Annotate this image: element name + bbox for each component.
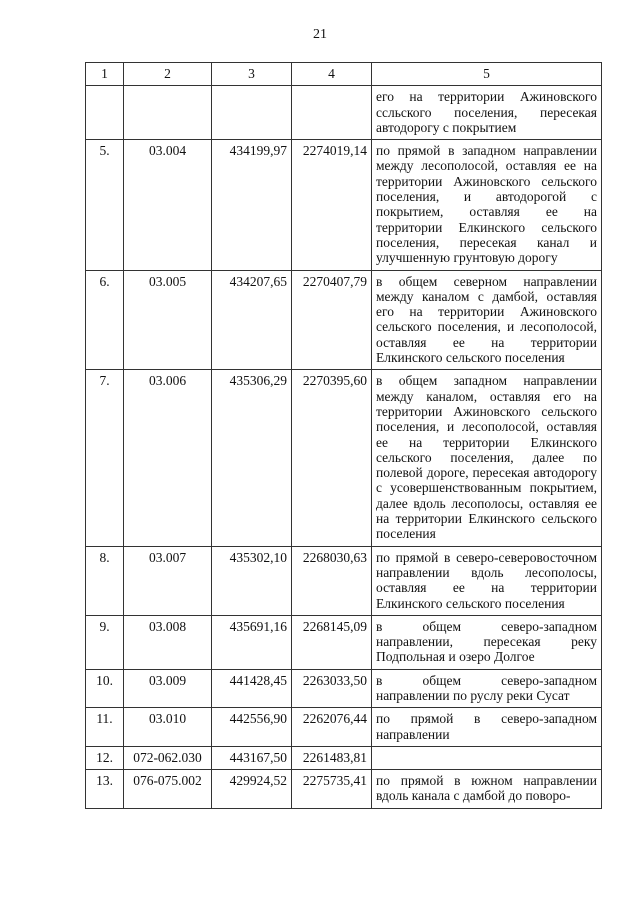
- point-code: 03.010: [124, 708, 212, 747]
- coord-x: 434199,97: [212, 140, 292, 270]
- coord-x: 442556,90: [212, 708, 292, 747]
- page-number: 21: [313, 27, 327, 42]
- boundary-description: в общем северо-западном направлении, пересекая реку Подпольная и озеро Долгое: [372, 615, 602, 669]
- coord-x: [212, 86, 292, 140]
- coord-x: 434207,65: [212, 270, 292, 370]
- coord-x: 435302,10: [212, 546, 292, 615]
- point-code: 072-062.030: [124, 746, 212, 769]
- table-row: [86, 140, 602, 270]
- table-row: [86, 270, 602, 370]
- point-code: 076-075.002: [124, 770, 212, 809]
- header-cell: 1: [86, 63, 124, 86]
- row-number: 11.: [86, 708, 124, 747]
- table-row: [86, 669, 602, 708]
- point-code: 03.005: [124, 270, 212, 370]
- boundary-description: по прямой в северо-северовосточном направлении вдоль лесополосы, оставляя ее на территории Елкинского сельского поселения: [372, 546, 602, 615]
- boundary-description: в общем западном направлении между каналом, оставляя его на территории Ажиновского сельского поселения, и лесополосой, оставляя ее на территории Елкинского сельского поселения, далее по полевой дороге, пересекая автодорогу с усовершенствованным покрытием, далее вдоль лесополосы, оставляя ее на территории Елкинского сельского поселения: [372, 370, 602, 546]
- coord-x: 429924,52: [212, 770, 292, 809]
- point-code: 03.006: [124, 370, 212, 546]
- table-row: [86, 546, 602, 615]
- row-number: 5.: [86, 140, 124, 270]
- coord-y: 2270407,79: [292, 270, 372, 370]
- coord-y: 2262076,44: [292, 708, 372, 747]
- table-row: [86, 615, 602, 669]
- boundary-description: по прямой в западном направлении между лесополосой, оставляя ее на территории Ажиновского сельского поселения, и автодорогой с покрытием, оставляя ее на территории Елкинского сельского поселения, пересекая канал и улучшенную грунтовую дорогу: [372, 140, 602, 270]
- coord-y: 2261483,81: [292, 746, 372, 769]
- table-row: [86, 708, 602, 747]
- table-row: [86, 370, 602, 546]
- row-number: 9.: [86, 615, 124, 669]
- coord-y: 2270395,60: [292, 370, 372, 546]
- row-number: 10.: [86, 669, 124, 708]
- point-code: 03.007: [124, 546, 212, 615]
- coord-x: 435306,29: [212, 370, 292, 546]
- point-code: 03.004: [124, 140, 212, 270]
- row-number: [86, 86, 124, 140]
- coord-x: 435691,16: [212, 615, 292, 669]
- point-code: 03.009: [124, 669, 212, 708]
- coord-x: 443167,50: [212, 746, 292, 769]
- coord-y: 2268030,63: [292, 546, 372, 615]
- boundary-description: по прямой в южном направлении вдоль канала с дамбой до поворо-: [372, 770, 602, 809]
- header-cell: 4: [292, 63, 372, 86]
- coord-y: 2268145,09: [292, 615, 372, 669]
- boundary-description: его на территории Ажиновского ссльского поселения, пересекая автодорогу с покрытием: [372, 86, 602, 140]
- row-number: 13.: [86, 770, 124, 809]
- row-number: 6.: [86, 270, 124, 370]
- table-row: [86, 746, 602, 769]
- point-code: 03.008: [124, 615, 212, 669]
- coord-y: 2263033,50: [292, 669, 372, 708]
- boundary-description: по прямой в северо-западном направлении: [372, 708, 602, 747]
- header-cell: 3: [212, 63, 292, 86]
- boundary-description: в общем северном направлении между каналом с дамбой, оставляя его на территории Ажиновского сельского поселения, и лесополосой, оставляя ее на территории Елкинского сельского поселения: [372, 270, 602, 370]
- point-code: [124, 86, 212, 140]
- coord-y: [292, 86, 372, 140]
- header-cell: 2: [124, 63, 212, 86]
- boundary-description: в общем северо-западном направлении по руслу реки Сусат: [372, 669, 602, 708]
- boundary-description: [372, 746, 602, 769]
- table-row: [86, 86, 602, 140]
- header-cell: 5: [372, 63, 602, 86]
- coord-y: 2274019,14: [292, 140, 372, 270]
- coord-x: 441428,45: [212, 669, 292, 708]
- row-number: 8.: [86, 546, 124, 615]
- row-number: 7.: [86, 370, 124, 546]
- table-row: [86, 770, 602, 809]
- row-number: 12.: [86, 746, 124, 769]
- coord-y: 2275735,41: [292, 770, 372, 809]
- boundary-coordinates-table: [85, 62, 602, 809]
- table-header-row: [86, 63, 602, 86]
